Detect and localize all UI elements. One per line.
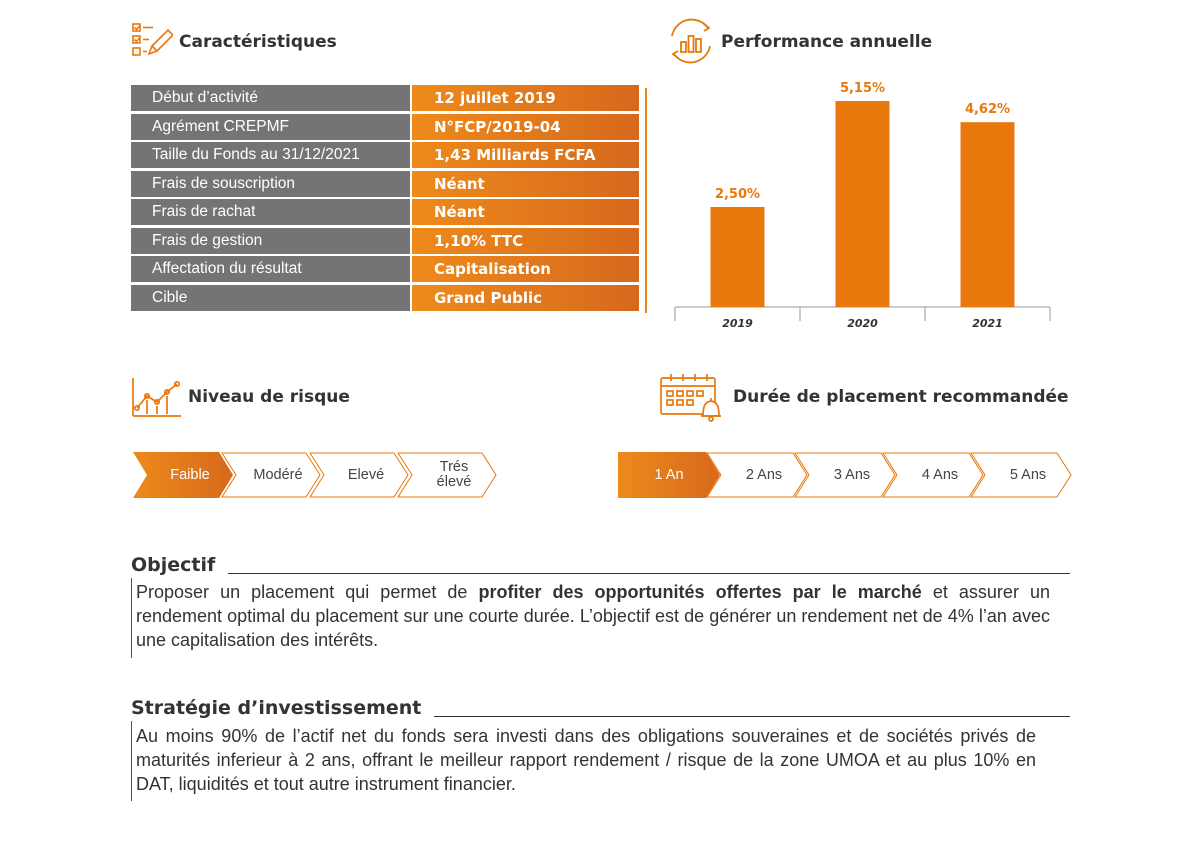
duration-step-1	[618, 452, 720, 498]
risk-step-label: Modéré	[253, 466, 303, 483]
calendar-bell-icon	[659, 372, 727, 426]
objectif-text-start: Proposer un placement qui permet de	[136, 582, 479, 602]
risk-step-faible	[133, 452, 233, 498]
duration-step-label: 5 Ans	[1009, 466, 1047, 483]
characteristics-title: Caractéristiques	[179, 32, 337, 52]
characteristics-row	[131, 114, 639, 140]
characteristics-value: 1,43 Milliards FCFA	[412, 142, 639, 168]
risk-step-modere	[221, 452, 321, 498]
characteristics-value: 12 juillet 2019	[412, 85, 639, 111]
characteristics-label: Début d’activité	[131, 85, 410, 111]
characteristics-row	[131, 256, 639, 282]
characteristics-row	[131, 142, 639, 168]
duration-step-label: 4 Ans	[921, 466, 959, 483]
bar-2021	[961, 122, 1015, 307]
line-chart-icon	[131, 376, 183, 422]
risk-step-label	[397, 452, 497, 498]
performance-bar-chart	[660, 75, 1060, 340]
bar-data-label: 2,50%	[714, 187, 761, 202]
characteristics-value: Grand Public	[412, 285, 639, 311]
objectif-rule	[228, 573, 1070, 574]
risk-step-tres-eleve	[397, 452, 497, 498]
performance-title: Performance annuelle	[721, 32, 933, 52]
characteristics-row	[131, 171, 639, 197]
characteristics-label: Affectation du résultat	[131, 256, 410, 282]
x-tick-label: 2021	[972, 317, 1003, 330]
duration-step-4	[882, 452, 984, 498]
bar-data-label: 4,62%	[964, 102, 1011, 118]
characteristics-label: Taille du Fonds au 31/12/2021	[131, 142, 410, 168]
characteristics-row	[131, 85, 639, 111]
bar-2019	[711, 207, 765, 307]
risk-title: Niveau de risque	[188, 387, 350, 407]
duration-step-label: 2 Ans	[745, 466, 783, 483]
characteristics-table	[131, 85, 639, 313]
characteristics-label: Frais de souscription	[131, 171, 410, 197]
characteristics-value: N°FCP/2019-04	[412, 114, 639, 140]
characteristics-label: Cible	[131, 285, 410, 311]
characteristics-row	[131, 285, 639, 311]
duration-steps	[618, 452, 1072, 498]
strategie-left-border	[131, 721, 132, 801]
risk-step-label: Faible	[170, 466, 210, 483]
bar-2020	[836, 101, 890, 307]
characteristics-label: Frais de rachat	[131, 199, 410, 225]
bar-data-label: 5,15%	[839, 81, 886, 96]
objectif-text-bold: profiter des opportunités offertes par le marché	[478, 582, 922, 602]
strategie-text: Au moins 90% de l’actif net du fonds sera investi dans des obligations souveraines et de sociétés privés de maturités inferieur à 2 ans, offrant le meilleur rapport rendement / risque de la zone UMOA et au plus 10% en DAT, liquidités et tout autre instrument financier.	[136, 726, 1036, 794]
objectif-text-end: et assurer un rendement optimal du placement sur une courte durée. L’objectif est de générer un rendement net de 4% l’an avec une capitalisation des intérêts.	[136, 582, 1051, 650]
risk-step-eleve	[309, 452, 409, 498]
objectif-text	[136, 580, 1050, 652]
objectif-title: Objectif	[131, 554, 216, 576]
duration-step-3	[794, 452, 896, 498]
characteristics-label: Frais de gestion	[131, 228, 410, 254]
characteristics-label: Agrément CREPMF	[131, 114, 410, 140]
strategie-title: Stratégie d’investissement	[131, 697, 422, 719]
bar-chart-cycle-icon	[664, 14, 718, 72]
risk-step-label-line1: Trés	[439, 459, 469, 475]
characteristics-value: Néant	[412, 199, 639, 225]
characteristics-row	[131, 228, 639, 254]
objectif-left-border	[131, 578, 132, 658]
characteristics-value: 1,10% TTC	[412, 228, 639, 254]
characteristics-value: Néant	[412, 171, 639, 197]
checklist-pencil-icon	[131, 22, 173, 62]
duration-step-label: 1 An	[654, 466, 684, 483]
x-tick-label: 2019	[722, 317, 753, 330]
section-divider	[645, 88, 647, 313]
duration-step-label: 3 Ans	[833, 466, 871, 483]
duration-step-2	[706, 452, 808, 498]
risk-step-label-line2: élevé	[436, 474, 472, 490]
duration-step-5	[970, 452, 1072, 498]
risk-level-steps	[133, 452, 497, 498]
x-tick-label: 2020	[847, 317, 878, 330]
characteristics-value: Capitalisation	[412, 256, 639, 282]
duration-title: Durée de placement recommandée	[733, 387, 1069, 407]
risk-step-label: Elevé	[347, 466, 385, 483]
strategie-rule	[434, 716, 1070, 717]
characteristics-row	[131, 199, 639, 225]
